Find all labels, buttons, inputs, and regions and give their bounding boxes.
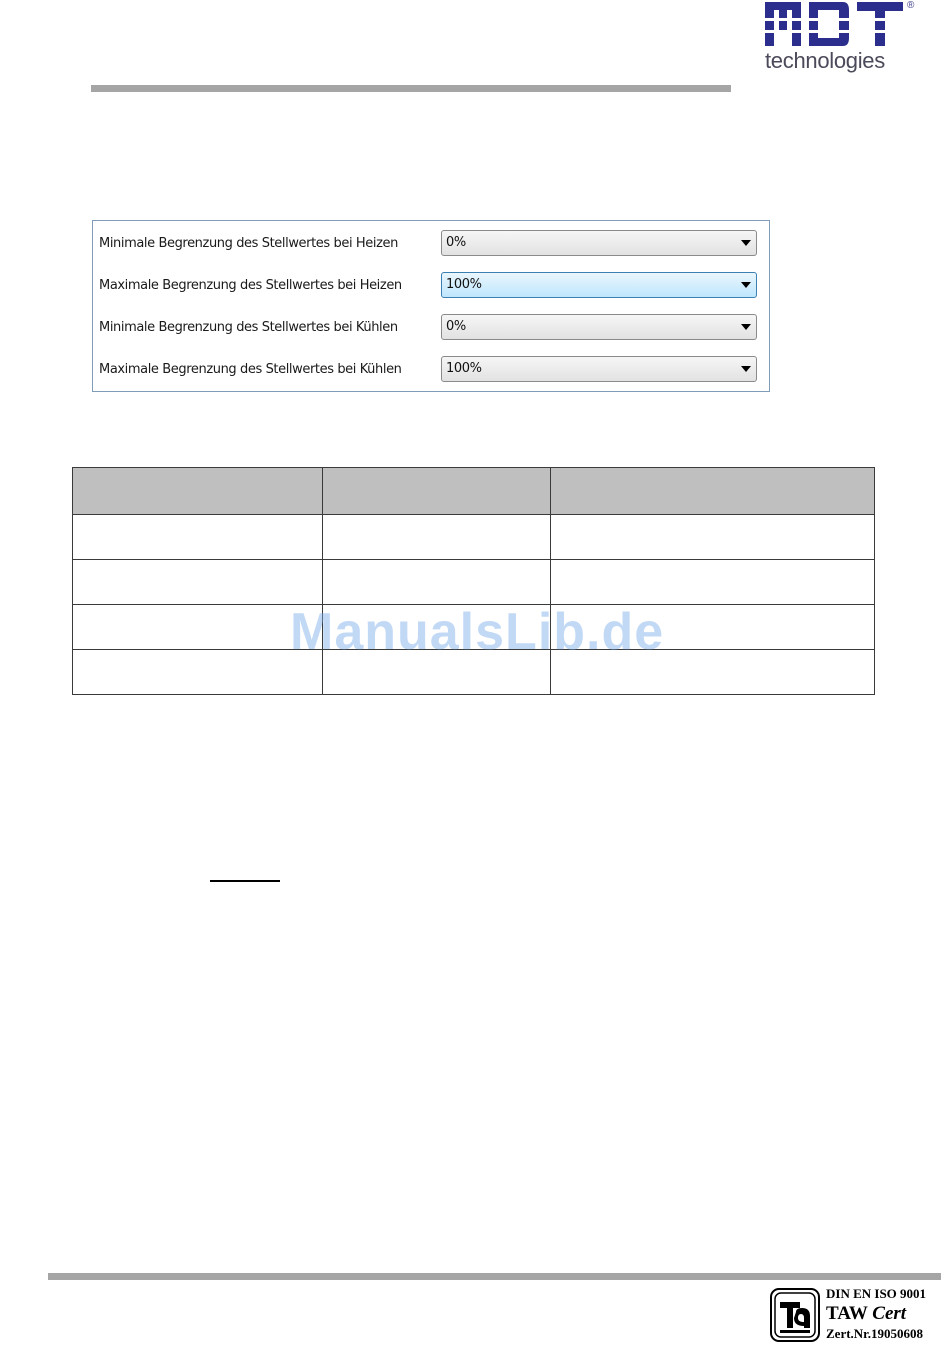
table-cell — [322, 515, 551, 560]
table-row — [73, 515, 875, 560]
param-row-min-cool — [93, 314, 769, 344]
table-header-cell — [322, 468, 551, 515]
param-label: Maximale Begrenzung des Stellwertes bei Heizen — [99, 278, 402, 293]
chevron-down-icon — [741, 240, 751, 247]
dropdown-value: 0% — [446, 235, 466, 250]
table-cell — [73, 605, 323, 650]
max-cool-dropdown[interactable] — [441, 356, 757, 382]
cert-issuer-main: TAW — [826, 1303, 873, 1324]
table-cell — [551, 560, 875, 605]
table-cell — [551, 515, 875, 560]
chevron-down-icon — [741, 324, 751, 331]
param-row-min-heat — [93, 230, 769, 260]
param-label: Minimale Begrenzung des Stellwertes bei Heizen — [99, 236, 398, 251]
watermark: ManualsLib.de — [290, 603, 665, 661]
table-header-cell — [551, 468, 875, 515]
dropdown-value: 100% — [446, 277, 482, 292]
table-header-cell — [73, 468, 323, 515]
param-label: Minimale Begrenzung des Stellwertes bei Kühlen — [99, 320, 398, 335]
cert-number: Zert.Nr.19050608 — [826, 1326, 924, 1341]
table-cell — [322, 560, 551, 605]
chevron-down-icon — [741, 282, 751, 289]
registered-mark: ® — [907, 0, 915, 11]
mdt-logo-mark — [765, 0, 905, 48]
chevron-down-icon — [741, 366, 751, 373]
table-row — [73, 560, 875, 605]
table-cell — [73, 515, 323, 560]
param-row-max-cool — [93, 356, 769, 386]
table-cell — [73, 650, 323, 695]
mdt-logo — [765, 0, 925, 80]
cert-standard: DIN EN ISO 9001 — [826, 1286, 927, 1301]
cert-issuer — [826, 1303, 906, 1325]
header-divider — [91, 85, 731, 92]
table-header-row — [73, 468, 875, 515]
param-label: Maximale Begrenzung des Stellwertes bei Kühlen — [99, 362, 402, 377]
footer-divider — [48, 1273, 941, 1280]
logo-subtitle: technologies — [765, 48, 885, 73]
min-heat-dropdown[interactable] — [441, 230, 757, 256]
parameter-dialog — [92, 220, 770, 392]
cert-issuer-italic: Cert — [872, 1303, 907, 1324]
table-cell — [73, 560, 323, 605]
taw-cert-icon — [770, 1288, 820, 1342]
min-cool-dropdown[interactable] — [441, 314, 757, 340]
max-heat-dropdown[interactable] — [441, 272, 757, 298]
param-row-max-heat — [93, 272, 769, 302]
dropdown-value: 100% — [446, 361, 482, 376]
underline-mark — [210, 880, 280, 882]
certification-badge — [770, 1286, 940, 1346]
dropdown-value: 0% — [446, 319, 466, 334]
